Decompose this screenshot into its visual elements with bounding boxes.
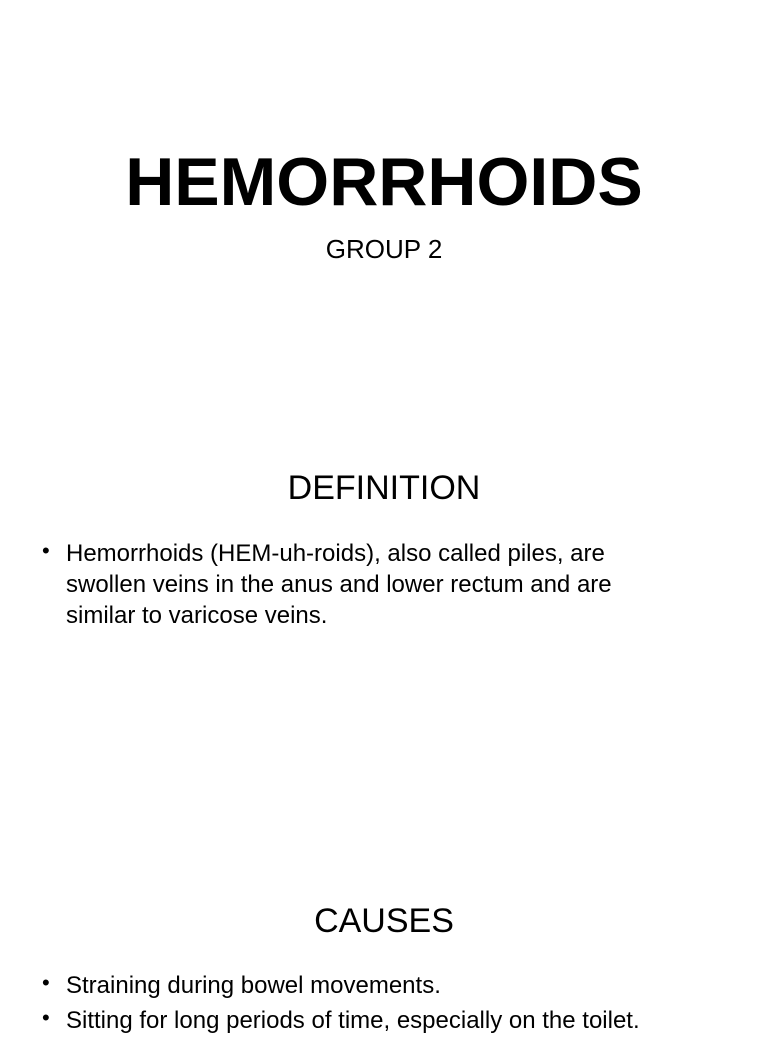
bullet-icon: • <box>42 970 50 995</box>
bullet-icon: • <box>42 1005 50 1030</box>
slide-subtitle: GROUP 2 <box>325 234 443 264</box>
slide-title: HEMORRHOIDS <box>125 144 643 220</box>
bullet-icon: • <box>42 538 50 563</box>
list-item <box>0 970 768 1001</box>
bullet-text: Sitting for long periods of time, especially on the toilet. <box>66 1007 640 1034</box>
bullet-text: Hemorrhoids (HEM-uh-roids), also called piles, are swollen veins in the anus and lower rectum and are similar to varicose veins. <box>66 540 612 629</box>
bullet-text: Straining during bowel movements. <box>66 972 441 999</box>
definition-heading: DEFINITION <box>287 469 481 507</box>
causes-heading: CAUSES <box>314 902 454 940</box>
causes-bullet-list <box>0 970 768 1040</box>
list-item <box>0 1005 768 1036</box>
